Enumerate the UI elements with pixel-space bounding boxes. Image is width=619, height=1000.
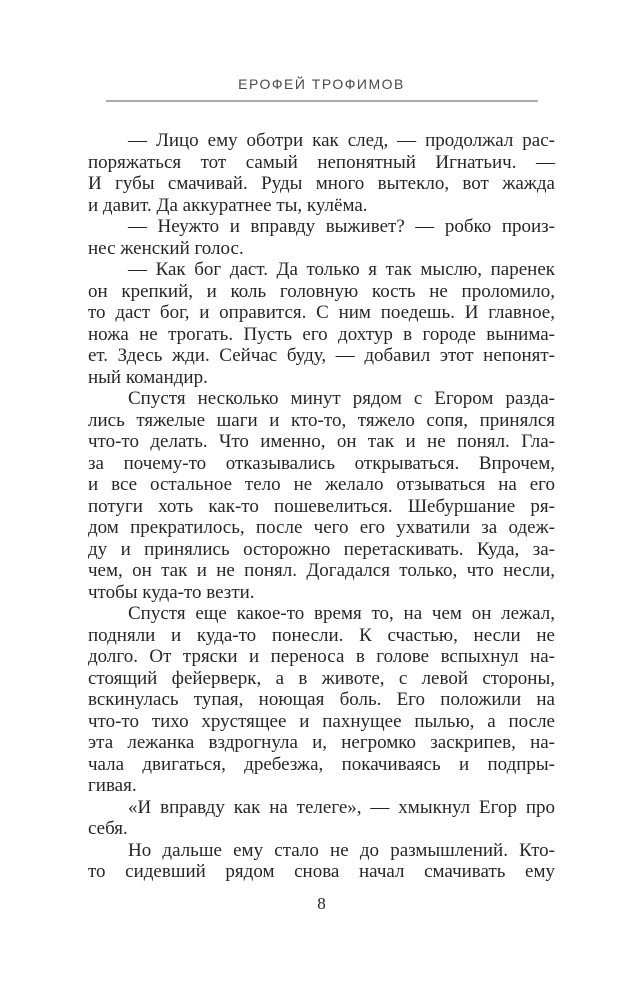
text-line: чала двигаться, дребезжа, покачиваясь и подпры- [88, 753, 555, 775]
paragraph [88, 603, 555, 797]
text-line: что-то делать. Что именно, он так и не понял. Гла- [88, 431, 555, 452]
paragraph [88, 259, 555, 388]
paragraph [88, 388, 555, 603]
text-line: он крепкий, и коль головную кость не проломило, [88, 280, 555, 302]
text-line: и все остальное тело не желало отзываться на его [88, 474, 555, 495]
text-line: — Лицо ему оботри как след, — продолжал рас- [128, 130, 555, 151]
text-line: гивая. [88, 775, 137, 796]
text-line: вскинулась тупая, ноющая боль. Его положили на [88, 689, 555, 710]
text-line: — Как бог даст. Да только я так мыслю, паренек [128, 259, 555, 280]
paragraph [88, 840, 555, 883]
paragraph [88, 797, 555, 840]
text-line: долго. От тряски и переноса в голове вспыхнул на- [88, 646, 555, 667]
text-line: что-то тихо хрустящее и пахнущее пылью, а после [88, 710, 555, 732]
text-line: подняли и куда-то понесли. К счастью, несли не [88, 624, 555, 646]
text-line: эта лежанка вздрогнула и, негромко заскрипев, на- [88, 732, 555, 753]
text-line: то сидевший рядом снова начал смачивать ему [88, 861, 555, 882]
text-line: и давит. Да аккуратнее ты, кулёма. [88, 194, 368, 216]
text-line: Но дальше ему стало не до размышлений. Кто- [128, 839, 555, 861]
text-line: дом прекратилось, после чего его ухватили за одеж- [88, 517, 555, 538]
text-line: — Неужто и вправду выживет? — робко произ- [128, 216, 555, 237]
text-line: чтобы куда-то везти. [88, 581, 255, 603]
header-rule [106, 100, 538, 102]
paragraph [88, 130, 555, 216]
text-line: нес женский голос. [88, 237, 244, 259]
text-line: стоящий фейерверк, а в животе, с левой стороны, [88, 667, 555, 689]
text-line: то даст бог, и оправится. С ним поедешь. И главное, [88, 302, 555, 323]
text-line: лись тяжелые шаги и кто-то, тяжело сопя, принялся [88, 409, 555, 431]
paragraph [88, 216, 555, 259]
text-line: себя. [88, 818, 128, 839]
text-line: Спустя несколько минут рядом с Егором разда- [128, 388, 555, 409]
text-line: И губы смачивай. Руды много вытекло, вот жажда [88, 173, 555, 194]
text-line: Спустя еще какое-то время то, на чем он лежал, [128, 603, 555, 624]
text-line: поряжаться тот самый непонятный Игнатьич. — [88, 151, 555, 173]
text-line: ножа не трогать. Пусть его дохтур в городе вынима- [88, 323, 555, 345]
text-line: ет. Здесь жди. Сейчас буду, — добавил этот непонят- [88, 345, 555, 366]
page-body-text [88, 130, 555, 883]
text-line: ду и принялись осторожно перетаскивать. Куда, за- [88, 538, 555, 560]
text-line: чем, он так и не понял. Догадался только, что несли, [88, 560, 555, 581]
text-line: за почему-то отказывались открываться. Впрочем, [88, 452, 555, 474]
text-line: «И вправду как на телеге», — хмыкнул Егор про [128, 796, 555, 818]
running-header-author: ЕРОФЕЙ ТРОФИМОВ [238, 76, 405, 92]
text-line: ный командир. [88, 366, 208, 388]
text-line: потуги хоть как-то пошевелиться. Шебуршание ря- [88, 495, 555, 517]
page-number: 8 [317, 894, 326, 913]
